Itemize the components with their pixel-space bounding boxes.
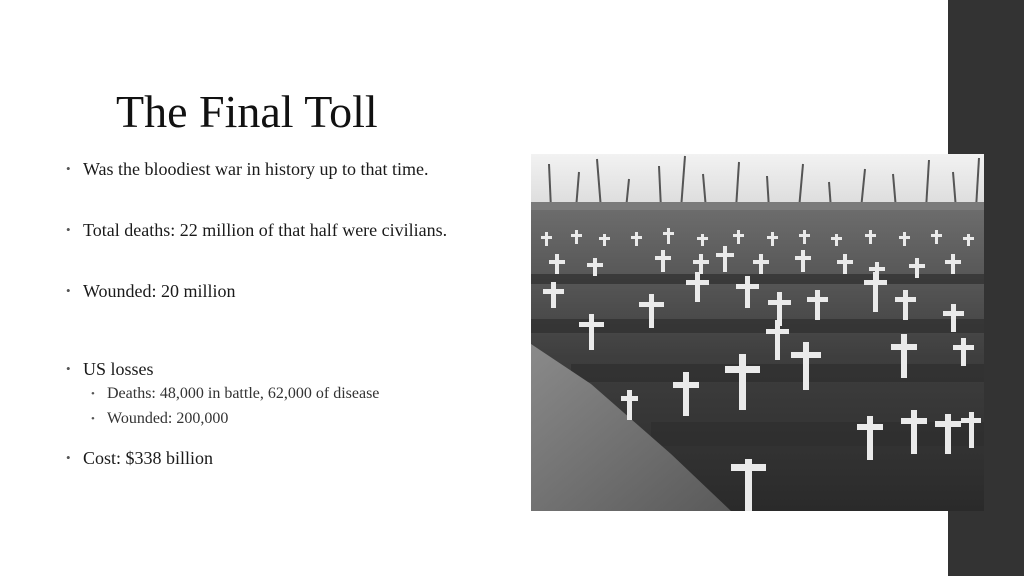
bullet-item: • Cost: $338 billion — [64, 447, 213, 469]
bullet-item: • Wounded: 20 million — [64, 280, 236, 302]
slide-title: The Final Toll — [116, 86, 378, 137]
sub-bullet-item: • Wounded: 200,000 — [64, 408, 228, 430]
cemetery-photo — [531, 154, 984, 511]
bullet-item: • Was the bloodiest war in history up to that time. — [64, 158, 429, 180]
bullet-item: • Total deaths: 22 million of that half were civilians. — [64, 219, 447, 241]
sub-bullet-item: • Deaths: 48,000 in battle, 62,000 of disease — [64, 383, 379, 405]
bullet-item: • US losses — [64, 358, 154, 380]
cemetery-photo-illustration — [531, 154, 984, 511]
